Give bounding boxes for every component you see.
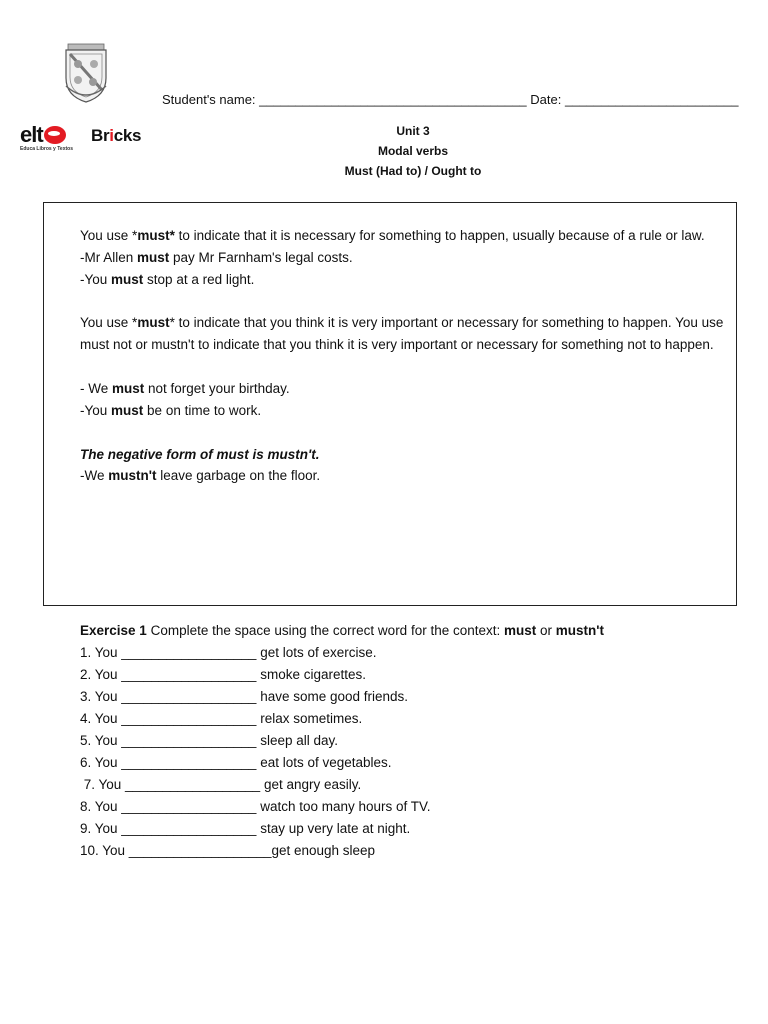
exercise-item[interactable]: 1. You __________________ get lots of exercise. [80, 645, 377, 660]
exercise-instruction: Exercise 1 Complete the space using the correct word for the context: must or mustn't [80, 623, 604, 638]
exercise-item[interactable]: 4. You __________________ relax sometimes. [80, 711, 363, 726]
exercise-item[interactable]: 9. You __________________ stay up very late at night. [80, 821, 411, 836]
example-3: - We must not forget your birthday. [80, 380, 290, 396]
negative-form-note: The negative form of must is mustn't. [80, 446, 320, 462]
rule-paragraph-2: You use *must* to indicate that you think it is very important or necessary for something to happen. You use must not or mustn't to indicate that you think it is very important or necessary for something not to happen. [80, 315, 724, 353]
elt-logo [20, 122, 80, 152]
exercise-item[interactable]: 6. You __________________ eat lots of vegetables. [80, 755, 392, 770]
exercise-item[interactable]: 8. You __________________ watch too many hours of TV. [80, 799, 431, 814]
example-2: -You must stop at a red light. [80, 271, 255, 287]
student-name-date-line[interactable]: Student's name: _____________________________________ Date: ________________________ [162, 92, 739, 107]
exercise-item[interactable]: 10. You ___________________get enough sleep [80, 843, 376, 858]
explanation-box [43, 202, 737, 606]
topic-title: Modal verbs [377, 144, 449, 158]
exercise-item[interactable]: 7. You __________________ get angry easily. [80, 777, 362, 792]
subtopic-title: Must (Had to) / Ought to [344, 164, 482, 178]
title-block [300, 121, 526, 181]
unit-title: Unit 3 [396, 124, 430, 138]
elt-swoosh-icon [44, 126, 66, 144]
elt-tagline: Educa Libros y Textos [20, 146, 73, 152]
elt-logo-text: elt [20, 122, 43, 147]
exercise-item[interactable]: 2. You __________________ smoke cigarettes. [80, 667, 366, 682]
example-1: -Mr Allen must pay Mr Farnham's legal costs. [80, 249, 353, 265]
bricks-logo: Bricks [91, 126, 142, 145]
example-4: -You must be on time to work. [80, 402, 262, 418]
school-crest-logo [62, 42, 110, 104]
exercise-1 [80, 620, 740, 862]
example-5: -We mustn't leave garbage on the floor. [80, 468, 321, 484]
exercise-item[interactable]: 5. You __________________ sleep all day. [80, 733, 338, 748]
rule-paragraph-1: You use *must* to indicate that it is necessary for something to happen, usually because of a rule or law. [80, 228, 705, 243]
exercise-item[interactable]: 3. You __________________ have some good friends. [80, 689, 409, 704]
